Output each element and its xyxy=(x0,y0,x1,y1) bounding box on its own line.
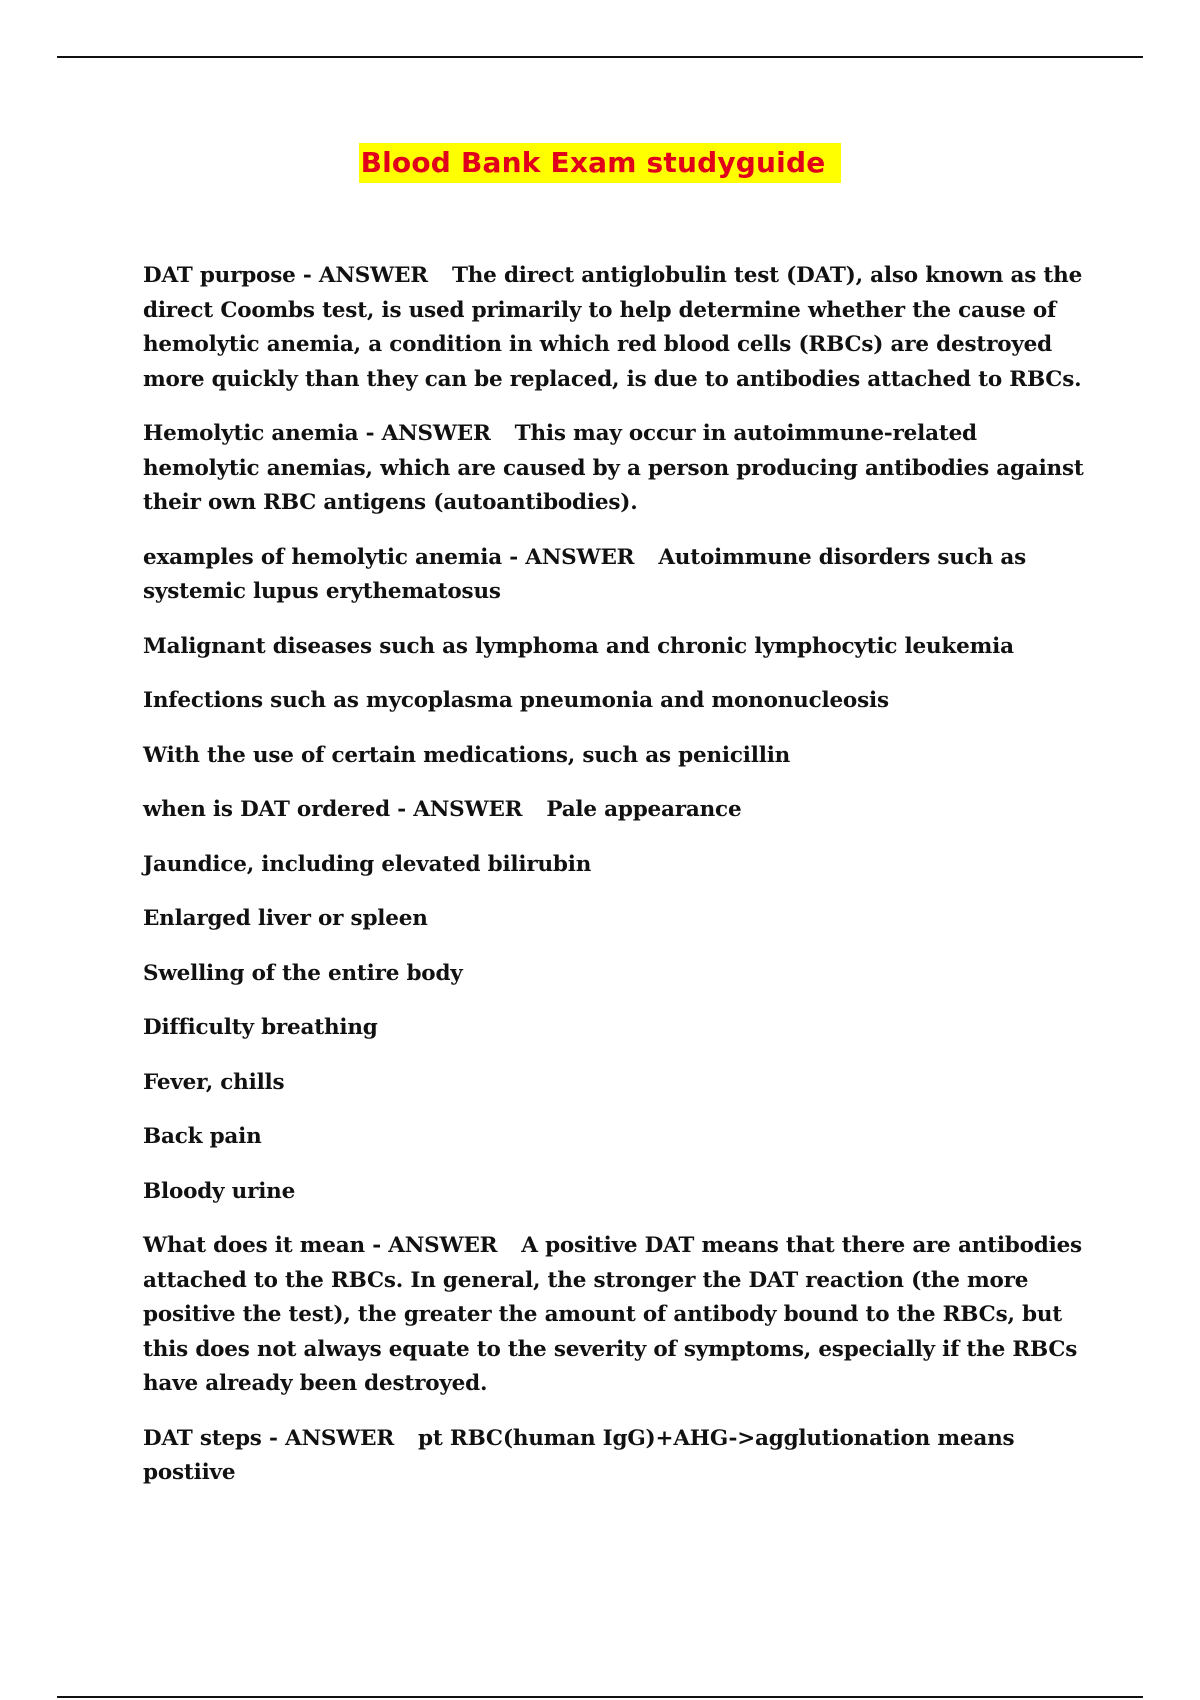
list-item: Enlarged liver or spleen xyxy=(143,906,428,931)
document-body xyxy=(143,259,1093,1511)
list-item: With the use of certain medications, such as penicillin xyxy=(143,742,791,768)
qa-entry xyxy=(143,1422,1093,1491)
entry-answer: This may occur in autoimmune-related hemolytic anemias, which are caused by a person producing antibodies against their own RBC antigens (autoantibodies). xyxy=(143,421,1084,515)
entry-answer: Pale appearance xyxy=(546,797,742,822)
top-rule xyxy=(57,56,1143,58)
entry-answer: The direct antiglobulin test (DAT), also known as the direct Coombs test, is used primarily to help determine whether the cause of hemolytic anemia, a condition in which red blood cells (RBCs) are destroyed more quickly than they can be replaced, is due to antibodies attached to RBCs. xyxy=(143,263,1083,392)
document-title: Blood Bank Exam studyguide xyxy=(359,143,842,183)
qa-entry xyxy=(143,541,1093,610)
bottom-rule xyxy=(57,1696,1143,1698)
list-item: Back pain xyxy=(143,1124,262,1149)
list-item: Bloody urine xyxy=(143,1178,296,1204)
list-item: Swelling of the entire body xyxy=(143,960,463,986)
title-container xyxy=(0,143,1200,183)
qa-entry xyxy=(143,1229,1093,1402)
qa-entry xyxy=(143,793,1093,828)
qa-entry xyxy=(143,259,1093,397)
list-item: Infections such as mycoplasma pneumonia and mononucleosis xyxy=(143,688,889,713)
entry-question: Hemolytic anemia - ANSWER xyxy=(143,421,491,446)
entry-question: examples of hemolytic anemia - ANSWER xyxy=(143,544,635,570)
list-item: Fever, chills xyxy=(143,1069,285,1095)
entry-answer: A positive DAT means that there are antibodies attached to the RBCs. In general, the stronger the DAT reaction (the more positive the test), the greater the amount of antibody bound to the RBCs, but this does not always equate to the severity of symptoms, especially if the RBCs have already been destroyed. xyxy=(143,1233,1082,1396)
qa-entry xyxy=(143,417,1093,521)
entry-answer: Autoimmune disorders such as systemic lupus erythematosus xyxy=(143,544,1026,604)
list-item: Malignant diseases such as lymphoma and chronic lymphocytic leukemia xyxy=(143,633,1014,659)
list-item: Difficulty breathing xyxy=(143,1015,378,1040)
entry-question: when is DAT ordered - ANSWER xyxy=(143,797,523,822)
entry-answer: pt RBC(human IgG)+AHG->agglutionation means postiive xyxy=(143,1425,1015,1485)
entry-question: DAT purpose - ANSWER xyxy=(143,263,428,288)
list-item: Jaundice, including elevated bilirubin xyxy=(143,851,592,877)
entry-question: What does it mean - ANSWER xyxy=(143,1233,498,1258)
entry-question: DAT steps - ANSWER xyxy=(143,1425,395,1451)
